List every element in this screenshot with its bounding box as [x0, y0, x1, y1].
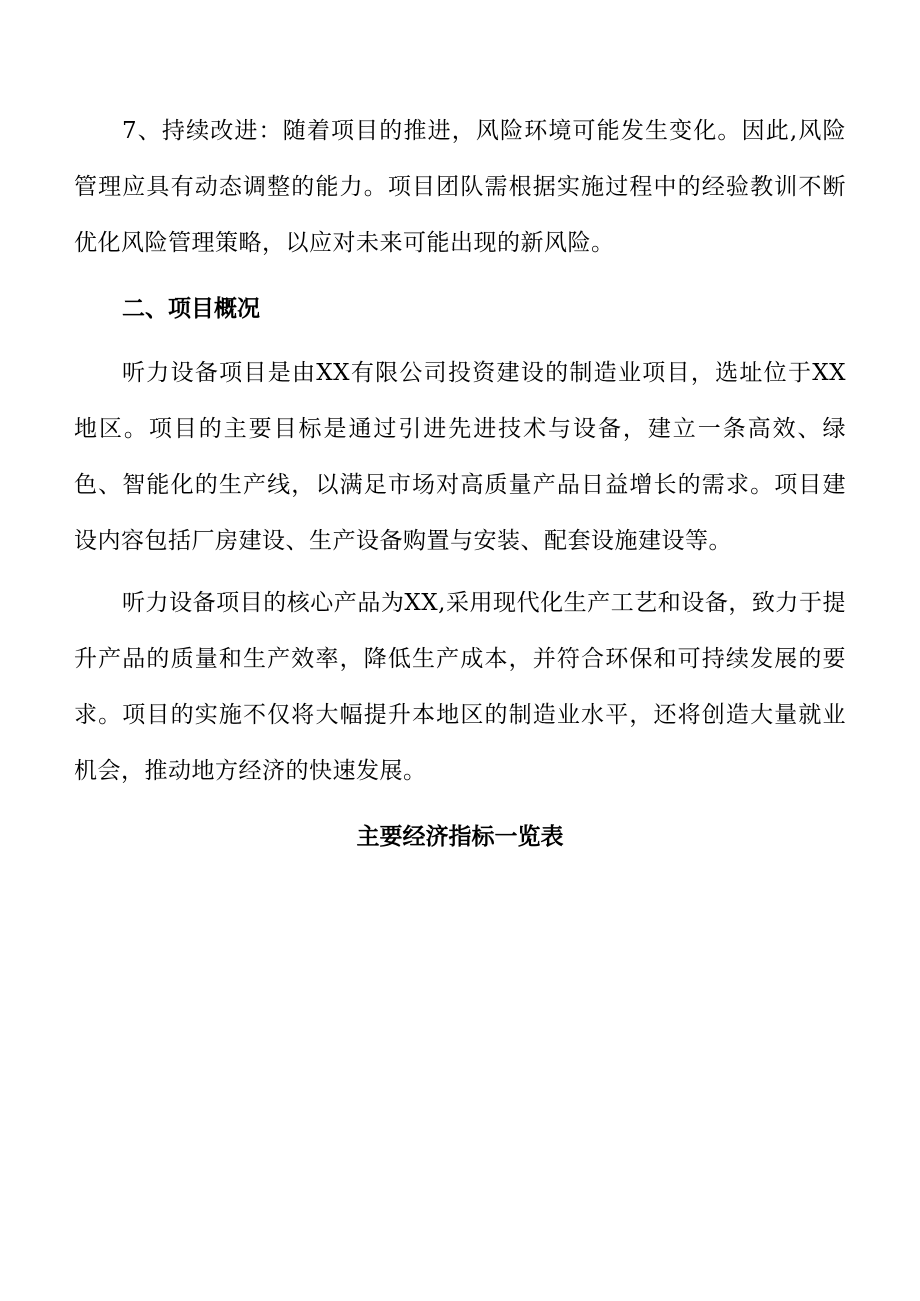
paragraph-project-description: 听力设备项目是由XX有限公司投资建设的制造业项目，选址位于XX地区。项目的主要目标是通过引进先进技术与设备，建立一条高效、绿色、智能化的生产线，以满足市场对高质量产品日益增长的需求。项目建设内容包括厂房建设、生产设备购置与安装、配套设施建设等。	[74, 360, 846, 554]
paragraph-core-product: 听力设备项目的核心产品为XX,采用现代化生产工艺和设备，致力于提升产品的质量和生产效率，降低生产成本，并符合环保和可持续发展的要求。项目的实施不仅将大幅提升本地区的制造业水平，还将创造大量就业机会，推动地方经济的快速发展。	[74, 590, 846, 784]
table-title: 主要经济指标一览表	[356, 824, 564, 850]
section-heading-project-overview: 二、项目概况	[122, 296, 260, 322]
paragraph-continuous-improvement: 7、持续改进：随着项目的推进，风险环境可能发生变化。因此,风险管理应具有动态调整的能力。项目团队需根据实施过程中的经验教训不断优化风险管理策略，以应对未来可能出现的新风险。	[74, 118, 846, 256]
